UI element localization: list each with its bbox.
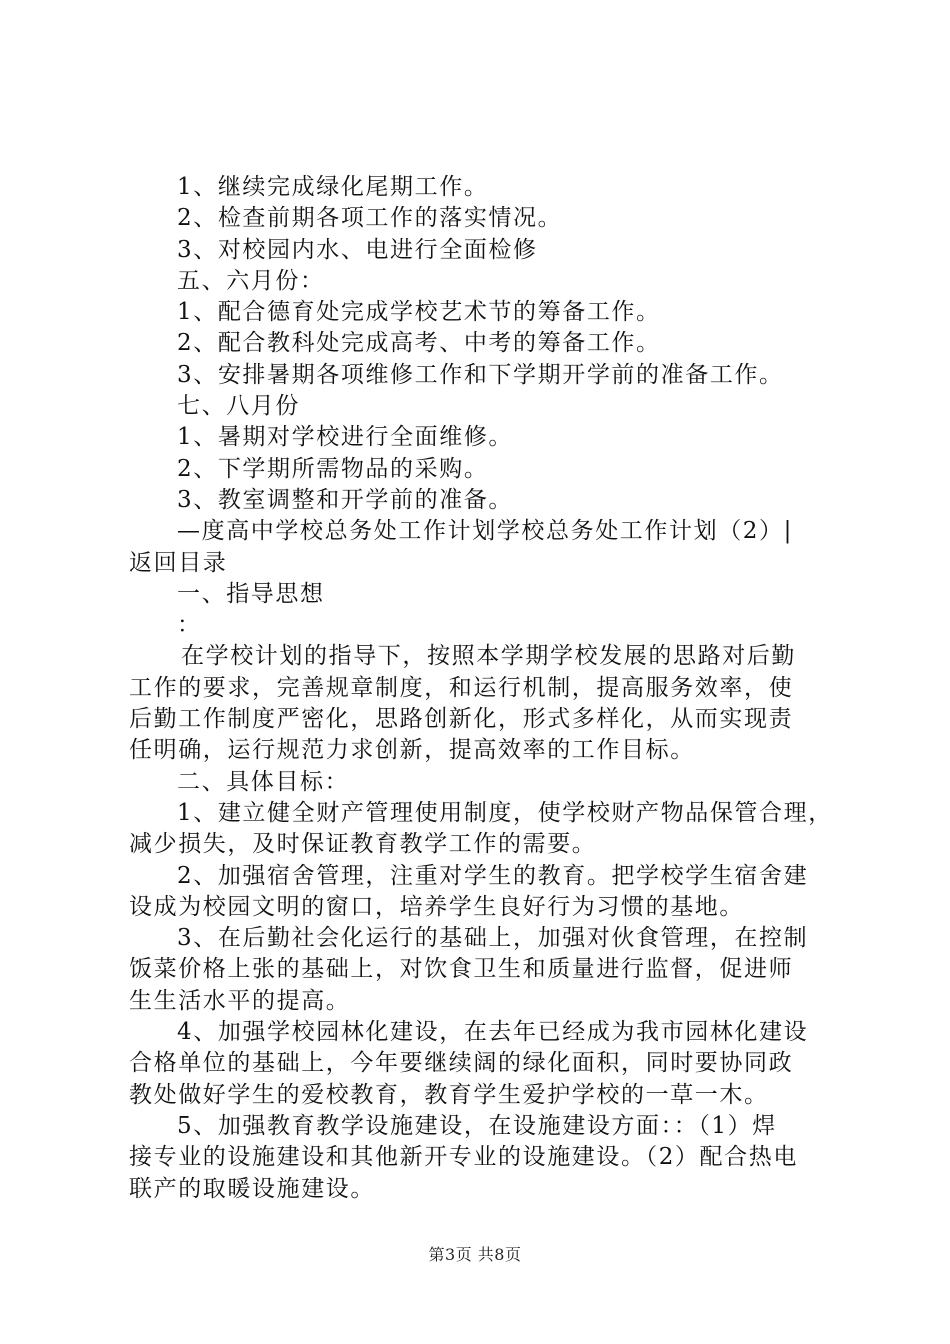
paragraph-line: 3、在后勤社会化运行的基础上，加强对伙食管理，在控制 [177,925,809,952]
paragraph-line: 生生活水平的提高。 [129,987,351,1014]
page-footer: 第3页 共8页 [428,1245,522,1264]
section-heading: 五、六月份： [177,267,325,294]
text-line: 3、安排暑期各项维修工作和下学期开学前的准备工作。 [177,361,784,388]
paragraph-line: 后勤工作制度严密化，思路创新化，形式多样化，从而实现责 [129,706,794,733]
text-line: 2、下学期所需物品的采购。 [177,455,489,482]
text-line: 1、配合德育处完成学校艺术节的筹备工作。 [177,299,661,326]
paragraph-line: 任明确，运行规范力求创新，提高效率的工作目标。 [129,737,695,764]
paragraph-line: 2、加强宿舍管理，注重对学生的教育。把学校学生宿舍建 [177,862,809,889]
paragraph-line: 减少损失，及时保证教育教学工作的需要。 [129,831,597,858]
text-line: 1、继续完成绿化尾期工作。 [177,174,489,200]
paragraph-line: 饭菜价格上张的基础上，对饮食卫生和质量进行监督，促进师 [129,956,794,983]
paragraph-line: 设成为校园文明的窗口，培养学生良好行为习惯的基地。 [129,893,744,920]
text-line: 2、配合教科处完成高考、中考的筹备工作。 [177,330,661,357]
back-to-contents-link[interactable]: 返回目录 [129,549,228,576]
document-title-line: —度高中学校总务处工作计划学校总务处工作计划（2）| [177,518,793,545]
paragraph-line: 接专业的设施建设和其他新开专业的设施建设。（2）配合热电 [129,1144,798,1171]
document-body [129,172,834,1205]
paragraph-line: 教处做好学生的爱校教育，教育学生爱护学校的一草一木。 [129,1081,769,1108]
section-heading: 一、指导思想 [177,580,325,607]
paragraph-line: 5、加强教育教学设施建设，在设施建设方面：：（1）焊 [177,1112,777,1139]
paragraph-line: 合格单位的基础上，今年要继续阔的绿化面积，同时要协同政 [129,1050,794,1077]
paragraph-line: 在学校计划的指导下，按照本学期学校发展的思路对后勤 [181,643,796,670]
section-heading: 七、八月份 [177,393,300,420]
text-line: ： [177,612,202,639]
text-line: 1、暑期对学校进行全面维修。 [177,424,514,451]
paragraph-line: 工作的要求，完善规章制度，和运行机制，提高服务效率，使 [129,674,794,701]
text-line: 2、检查前期各项工作的落实情况。 [177,205,563,232]
paragraph-line: 联产的取暖设施建设。 [129,1175,375,1202]
text-line: 3、教室调整和开学前的准备。 [177,486,514,513]
paragraph-line: 4、加强学校园林化建设，在去年已经成为我市园林化建设 [177,1019,809,1046]
text-line: 3、对校园内水、电进行全面检修 [177,236,538,263]
paragraph-line: 1、建立健全财产管理使用制度，使学校财产物品保管合理， [177,799,833,826]
section-heading: 二、具体目标： [177,768,350,795]
